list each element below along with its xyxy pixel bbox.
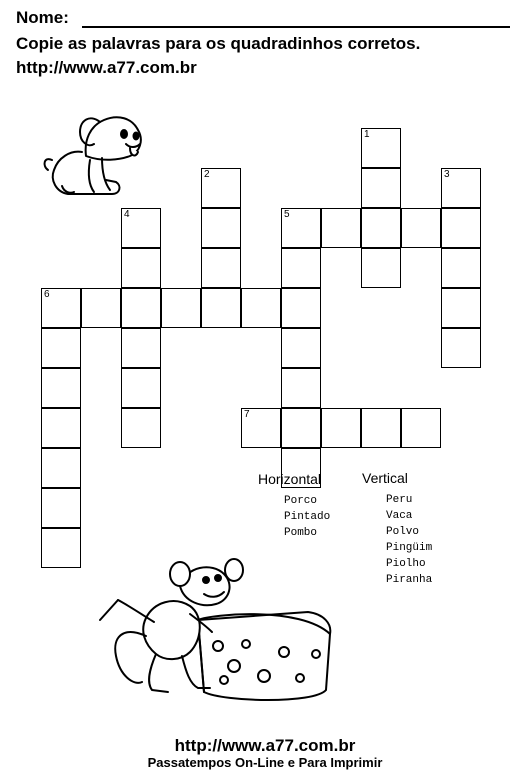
crossword-cell[interactable]	[121, 208, 161, 248]
header-url: http://www.a77.com.br	[16, 58, 197, 77]
crossword-cell[interactable]	[41, 408, 81, 448]
crossword-cell[interactable]	[121, 288, 161, 328]
clue-number: 2	[204, 169, 210, 180]
vertical-clues-title: Vertical	[362, 470, 408, 486]
crossword-cell[interactable]	[361, 128, 401, 168]
crossword-cell[interactable]	[201, 288, 241, 328]
clue-word: Pingüim	[386, 542, 433, 554]
crossword-cell[interactable]	[201, 208, 241, 248]
crossword-cell[interactable]	[81, 288, 121, 328]
footer-tagline: Passatempos On-Line e Para Imprimir	[147, 755, 383, 770]
crossword-cell[interactable]	[41, 368, 81, 408]
crossword-cell[interactable]	[281, 328, 321, 368]
clue-number: 7	[244, 409, 250, 420]
clue-number: 5	[284, 209, 290, 220]
clue-number: 1	[364, 129, 370, 140]
crossword-cell[interactable]	[441, 168, 481, 208]
crossword-cell[interactable]	[121, 328, 161, 368]
crossword-cell[interactable]	[201, 248, 241, 288]
crossword-cell[interactable]	[361, 208, 401, 248]
crossword-cell[interactable]	[161, 288, 201, 328]
crossword-cell[interactable]	[41, 528, 81, 568]
crossword-cell[interactable]	[121, 368, 161, 408]
crossword-cell[interactable]	[281, 368, 321, 408]
clue-word: Pombo	[284, 527, 318, 539]
crossword-cell[interactable]	[281, 208, 321, 248]
crossword-cell[interactable]	[241, 288, 281, 328]
clue-number: 3	[444, 169, 450, 180]
crossword-cell[interactable]	[121, 248, 161, 288]
horizontal-clues-title: Horizontal	[258, 471, 322, 487]
crossword-cell[interactable]	[441, 248, 481, 288]
crossword-cell[interactable]	[361, 408, 401, 448]
crossword-cell[interactable]	[41, 328, 81, 368]
crossword-cell[interactable]	[401, 408, 441, 448]
clue-number: 4	[124, 209, 130, 220]
crossword-cell[interactable]	[361, 168, 401, 208]
clue-word: Piranha	[386, 574, 433, 586]
crossword-cell[interactable]	[281, 408, 321, 448]
vertical-clue-list	[386, 492, 432, 588]
name-field-line[interactable]	[82, 26, 510, 28]
crossword-cell[interactable]	[41, 488, 81, 528]
clue-word: Porco	[284, 495, 318, 507]
crossword-cell[interactable]	[441, 208, 481, 248]
instructions: Copie as palavras para os quadradinhos corretos.	[16, 34, 421, 53]
crossword-cell[interactable]	[281, 248, 321, 288]
crossword-cell[interactable]	[321, 408, 361, 448]
horizontal-clue-list	[284, 493, 330, 541]
clue-word: Pintado	[284, 511, 331, 523]
crossword-cell[interactable]	[41, 448, 81, 488]
crossword-cell[interactable]	[201, 168, 241, 208]
crossword-cell[interactable]	[121, 408, 161, 448]
name-label: Nome:	[16, 8, 69, 27]
crossword-cell[interactable]	[361, 248, 401, 288]
crossword-cell[interactable]	[321, 208, 361, 248]
crossword-cell[interactable]	[41, 288, 81, 328]
footer-url: http://www.a77.com.br	[174, 736, 356, 755]
crossword-cell[interactable]	[241, 408, 281, 448]
crossword-cell[interactable]	[441, 328, 481, 368]
crossword-cell[interactable]	[281, 288, 321, 328]
clue-word: Polvo	[386, 526, 420, 538]
crossword-cell[interactable]	[401, 208, 441, 248]
clue-word: Peru	[386, 494, 413, 506]
clue-number: 6	[44, 289, 50, 300]
clue-word: Piolho	[386, 558, 426, 570]
clue-word: Vaca	[386, 510, 413, 522]
crossword-cell[interactable]	[441, 288, 481, 328]
mouse-with-cheese-icon	[94, 556, 340, 716]
dog-icon	[40, 100, 150, 200]
